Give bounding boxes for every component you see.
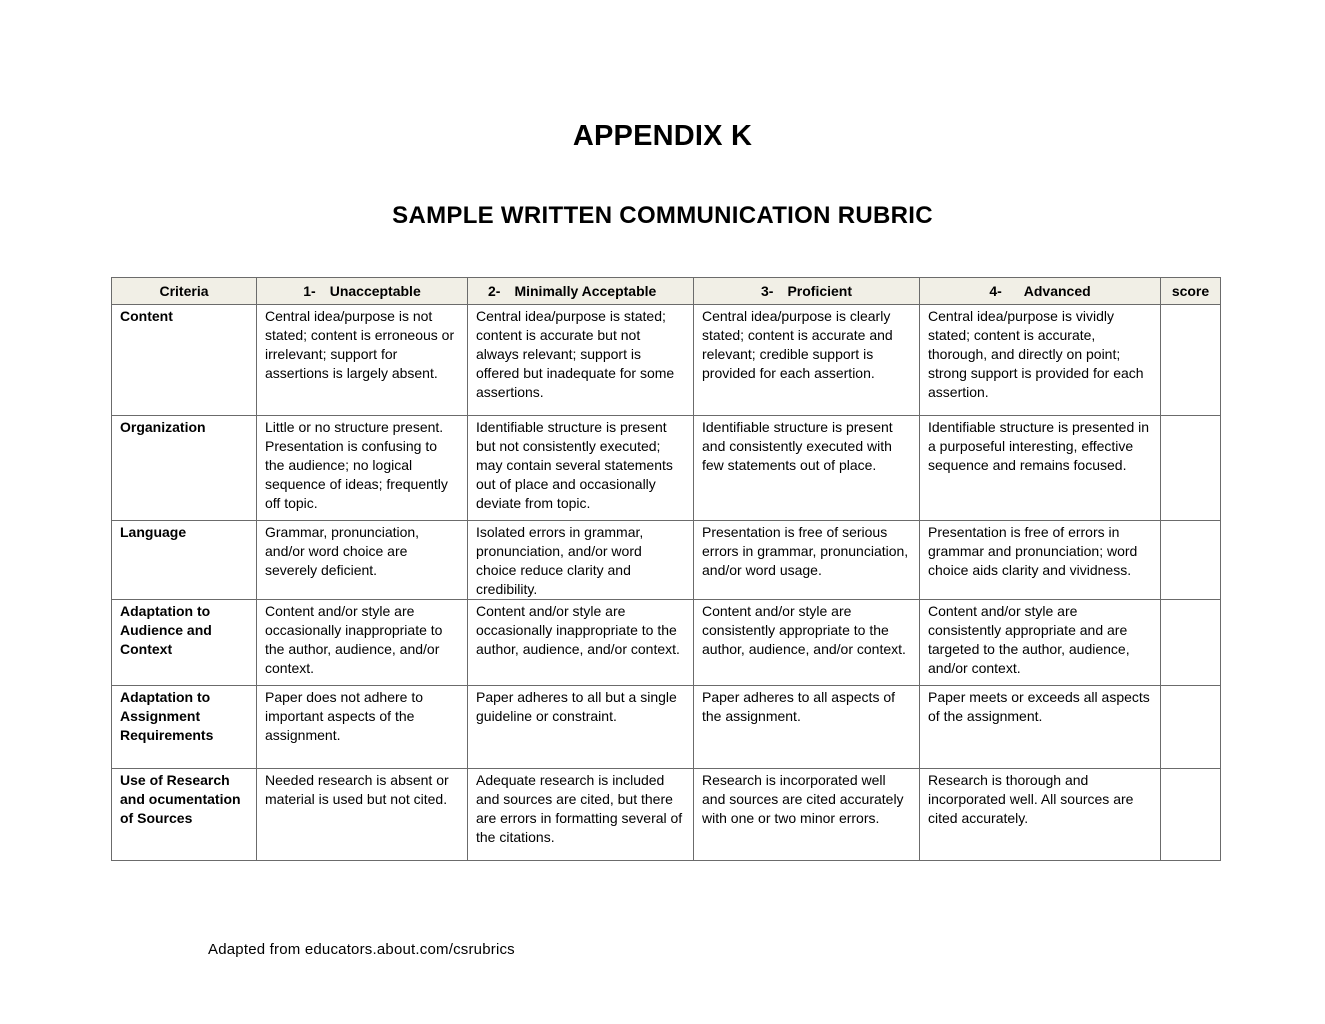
score-cell [1161, 600, 1221, 686]
table-row [112, 769, 1221, 861]
minimally-acceptable-cell: Central idea/purpose is stated; content is accurate but not always relevant; support is offered but inadequate for some assertions. [468, 305, 694, 416]
score-cell [1161, 416, 1221, 521]
score-cell [1161, 521, 1221, 600]
advanced-cell: Presentation is free of errors in grammar and pronunciation; word choice aids clarity and vividness. [920, 521, 1161, 600]
page-subtitle: SAMPLE WRITTEN COMMUNICATION RUBRIC [392, 202, 933, 229]
criterion-cell: Adaptation to Audience and Context [112, 600, 257, 686]
criterion-cell: Adaptation to Assignment Requirements [112, 686, 257, 769]
score-cell [1161, 769, 1221, 861]
unacceptable-cell: Content and/or style are occasionally inappropriate to the author, audience, and/or context. [257, 600, 468, 686]
score-cell [1161, 686, 1221, 769]
proficient-cell: Central idea/purpose is clearly stated; content is accurate and relevant; credible support is provided for each assertion. [694, 305, 920, 416]
header-advanced-label: Advanced [1023, 282, 1091, 299]
unacceptable-cell: Paper does not adhere to important aspects of the assignment. [257, 686, 468, 769]
unacceptable-cell: Grammar, pronunciation, and/or word choice are severely deficient. [257, 521, 468, 600]
criterion-cell: Language [112, 521, 257, 600]
advanced-cell: Central idea/purpose is vividly stated; content is accurate, thorough, and directly on point; strong support is provided for each assertion. [920, 305, 1161, 416]
minimally-acceptable-cell: Adequate research is included and sources are cited, but there are errors in formatting several of the citations. [468, 769, 694, 861]
header-row [112, 278, 1221, 305]
proficient-cell: Presentation is free of serious errors in grammar, pronunciation, and/or word usage. [694, 521, 920, 600]
advanced-cell: Identifiable structure is presented in a purposeful interesting, effective sequence and remains focused. [920, 416, 1161, 521]
table-row [112, 521, 1221, 600]
score-cell [1161, 305, 1221, 416]
minimally-acceptable-cell: Paper adheres to all but a single guideline or constraint. [468, 686, 694, 769]
header-proficient [694, 278, 920, 305]
criterion-cell: Use of Research and ocumentation of Sources [112, 769, 257, 861]
proficient-cell: Paper adheres to all aspects of the assignment. [694, 686, 920, 769]
minimally-acceptable-cell: Identifiable structure is present but not consistently executed; may contain several statements out of place and occasionally deviate from topic. [468, 416, 694, 521]
page-title: APPENDIX K [572, 120, 753, 152]
header-unacceptable-number: 1- [303, 282, 316, 299]
header-minimally-acceptable-label: Minimally Acceptable [514, 282, 657, 299]
unacceptable-cell: Needed research is absent or material is used but not cited. [257, 769, 468, 861]
header-minimally-acceptable [468, 278, 694, 305]
criterion-cell: Organization [112, 416, 257, 521]
header-advanced [920, 278, 1161, 305]
advanced-cell: Research is thorough and incorporated well. All sources are cited accurately. [920, 769, 1161, 861]
header-criteria: Criteria [112, 278, 257, 305]
unacceptable-cell: Little or no structure present. Presentation is confusing to the audience; no logical sequence of ideas; frequently off topic. [257, 416, 468, 521]
table-row [112, 600, 1221, 686]
source-footnote: Adapted from educators.about.com/csrubrics [208, 941, 515, 958]
table-row [112, 686, 1221, 769]
header-score: score [1161, 278, 1221, 305]
advanced-cell: Paper meets or exceeds all aspects of the assignment. [920, 686, 1161, 769]
minimally-acceptable-cell: Content and/or style are occasionally inappropriate to the author, audience, and/or context. [468, 600, 694, 686]
advanced-cell: Content and/or style are consistently appropriate and are targeted to the author, audience, and/or context. [920, 600, 1161, 686]
proficient-cell: Research is incorporated well and sources are cited accurately with one or two minor errors. [694, 769, 920, 861]
header-unacceptable [257, 278, 468, 305]
header-proficient-number: 3- [760, 282, 774, 299]
minimally-acceptable-cell: Isolated errors in grammar, pronunciation, and/or word choice reduce clarity and credibility. [468, 521, 694, 600]
rubric-table [111, 277, 1221, 861]
unacceptable-cell: Central idea/purpose is not stated; content is erroneous or irrelevant; support for assertions is largely absent. [257, 305, 468, 416]
table-row [112, 305, 1221, 416]
proficient-cell: Content and/or style are consistently appropriate to the author, audience, and/or context. [694, 600, 920, 686]
header-advanced-number: 4- [989, 282, 1002, 299]
header-minimally-acceptable-number: 2- [488, 282, 501, 299]
table-row [112, 416, 1221, 521]
header-proficient-label: Proficient [787, 282, 853, 299]
criterion-cell: Content [112, 305, 257, 416]
header-unacceptable-label: Unacceptable [329, 282, 421, 299]
proficient-cell: Identifiable structure is present and consistently executed with few statements out of place. [694, 416, 920, 521]
